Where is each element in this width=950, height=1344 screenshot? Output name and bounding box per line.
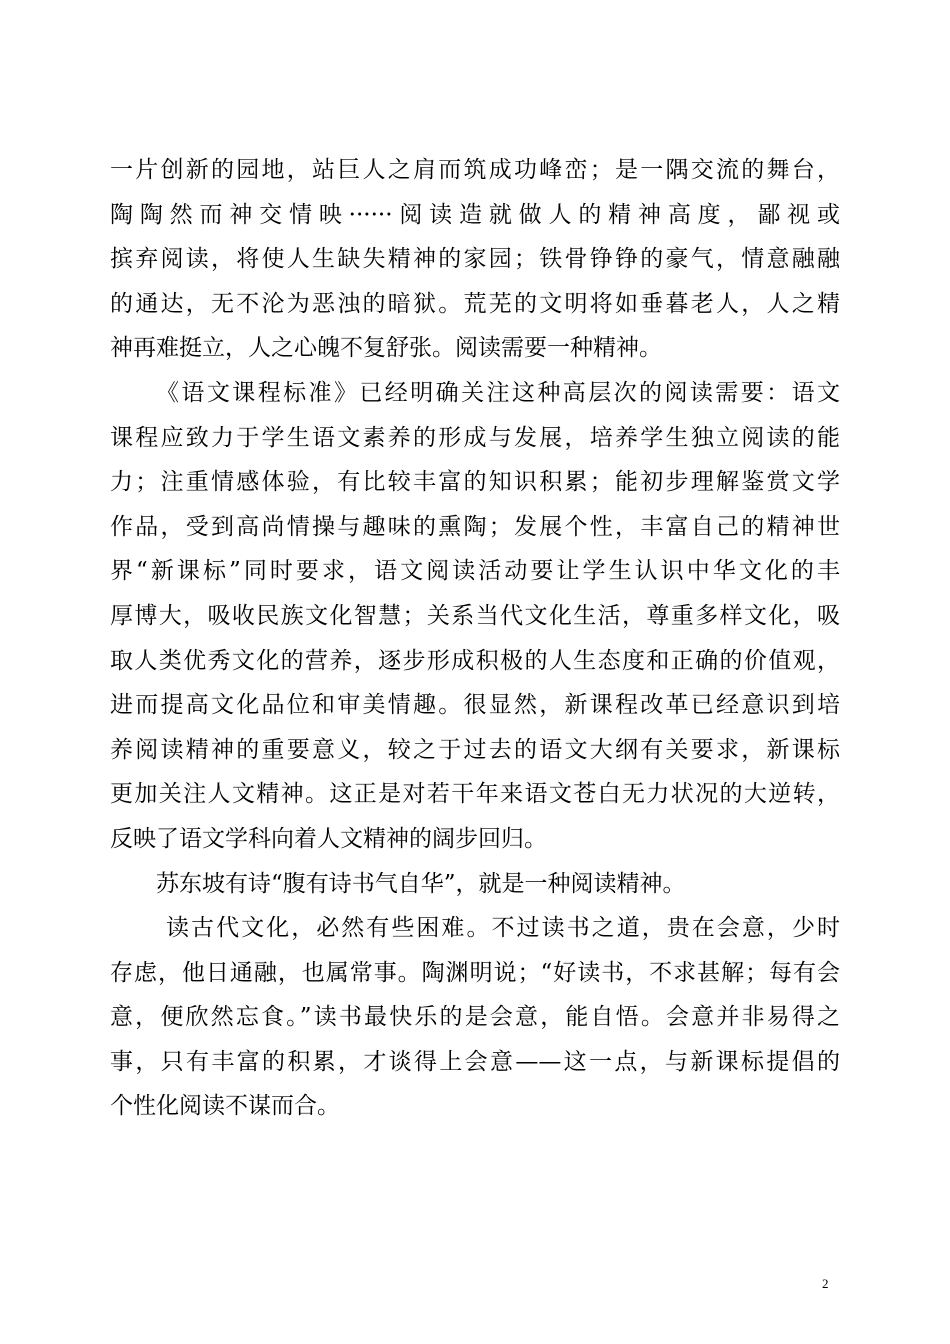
text-line: 界“新课标”同时要求，语文阅读活动要让学生认识中华文化的丰	[110, 558, 840, 585]
text-line: 个性化阅读不谋而合。	[110, 1093, 340, 1120]
text-line: 陶陶然而神交情映······阅读造就做人的精神高度，鄙视或	[110, 201, 840, 228]
text-line: 事，只有丰富的积累，才谈得上会意——这一点，与新课标提倡的	[110, 1048, 840, 1075]
paragraph-3	[110, 862, 840, 907]
paragraph-4	[110, 906, 840, 1129]
text-line: 反映了语文学科向着人文精神的阔步回归。	[110, 825, 547, 852]
text-line: 《语文课程标准》已经明确关注这种高层次的阅读需要：语文	[156, 379, 840, 406]
text-line: 意，便欣然忘食。”读书最快乐的是会意，能自悟。会意并非易得之	[110, 1004, 840, 1031]
text-line: 存虑，他日通融，也属常事。陶渊明说；“好读书，不求甚解；每有会	[110, 959, 840, 986]
paragraph-1	[110, 148, 840, 371]
text-line: 厚博大，吸收民族文化智慧；关系当代文化生活，尊重多样文化，吸	[110, 602, 840, 629]
text-line: 摈弃阅读，将使人生缺失精神的家园；铁骨铮铮的豪气，情意融融	[110, 246, 840, 273]
text-line: 养阅读精神的重要意义，较之于过去的语文大纲有关要求，新课标	[110, 736, 840, 763]
text-line: 读古代文化，必然有些困难。不过读书之道，贵在会意，少时	[166, 915, 840, 942]
text-line: 的通达，无不沦为恶浊的暗狱。荒芜的文明将如垂暮老人，人之精	[110, 290, 840, 317]
text-line: 取人类优秀文化的营养，逐步形成积极的人生态度和正确的价值观，	[110, 647, 840, 674]
text-line: 作品，受到高尚情操与趣味的熏陶；发展个性，丰富自己的精神世	[110, 513, 840, 540]
text-line: 神再难挺立，人之心魄不复舒张。阅读需要一种精神。	[110, 335, 662, 362]
text-line: 苏东坡有诗“腹有诗书气自华”，就是一种阅读精神。	[156, 870, 686, 897]
paragraph-2	[110, 371, 840, 862]
text-line: 课程应致力于学生语文素养的形成与发展，培养学生独立阅读的能	[110, 424, 840, 451]
text-line: 力；注重情感体验，有比较丰富的知识积累；能初步理解鉴赏文学	[110, 469, 840, 496]
text-line: 进而提高文化品位和审美情趣。很显然，新课程改革已经意识到培	[110, 692, 840, 719]
text-line: 更加关注人文精神。这正是对若干年来语文苍白无力状况的大逆转，	[110, 781, 840, 808]
page-number: 2	[822, 1276, 829, 1291]
document-body	[110, 148, 840, 1129]
text-line: 一片创新的园地，站巨人之肩而筑成功峰峦；是一隅交流的舞台，	[110, 157, 840, 183]
